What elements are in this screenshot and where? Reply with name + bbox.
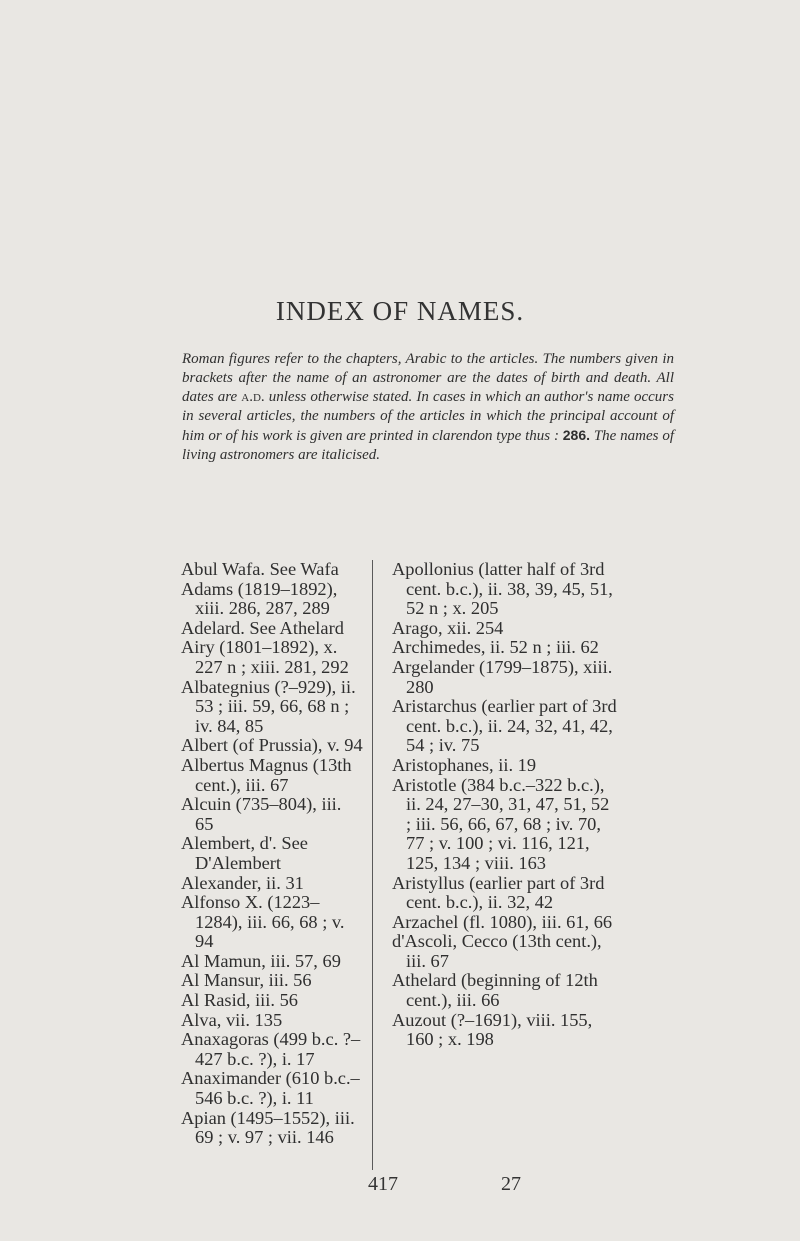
index-entry: Al Mamun, iii. 57, 69	[181, 950, 341, 971]
index-entry: Adelard. See Athelard	[181, 617, 344, 638]
page-title: INDEX OF NAMES.	[275, 296, 525, 326]
index-entry: Aristyllus (earlier part of 3rd cent. b.c.), ii. 32, 42	[392, 872, 605, 913]
preface-clarendon-example: 286.	[562, 427, 591, 443]
index-entry: Al Mansur, iii. 56	[181, 970, 312, 991]
index-column-left	[181, 560, 364, 1148]
index-entry: Albert (of Prussia), v. 94	[181, 735, 363, 756]
preface-text-2: unless otherwise stated. In cases in which an author's name occurs in several articles, the numbers of the articles in which the principal account of him or of his work is given are printed in clarendon type thus :	[182, 389, 674, 444]
index-entry: Apian (1495–1552), iii. 69 ; v. 97 ; vii. 146	[181, 1107, 355, 1148]
preface-era-abbrev: a.d.	[241, 389, 265, 405]
index-entry: Adams (1819–1892), xiii. 286, 287, 289	[181, 578, 338, 619]
index-entry: Airy (1801–1892), x. 227 n ; xiii. 281, 292	[181, 637, 349, 677]
preface-text-3: The names of living astronomers are italicised.	[182, 428, 674, 463]
index-entry: Arzachel (fl. 1080), iii. 61, 66	[392, 911, 613, 932]
index-column-right	[392, 560, 617, 1050]
index-entry: d'Ascoli, Cecco (13th cent.), iii. 67	[392, 931, 602, 971]
index-entry: Archimedes, ii. 52 n ; iii. 62	[392, 637, 599, 658]
index-entry: Aristotle (384 b.c.–322 b.c.), ii. 24, 27–30, 31, 47, 51, 52 ; iii. 56, 66, 67, 68 ; iv. 70, 77 ; v. 100 ; vi. 116, 121, 125, 134 ; viii. 163	[392, 774, 610, 873]
index-entry: Abul Wafa. See Wafa	[181, 559, 339, 579]
index-entry: Anaximander (610 b.c.–546 b.c. ?), i. 11	[181, 1068, 360, 1109]
column-divider	[372, 560, 373, 1170]
index-entry: Alexander, ii. 31	[181, 872, 304, 893]
index-entry: Auzout (?–1691), viii. 155, 160 ; x. 198	[392, 1009, 593, 1050]
page-number: 417	[368, 1173, 398, 1195]
index-entry: Apollonius (latter half of 3rd cent. b.c.), ii. 38, 39, 45, 51, 52 n ; x. 205	[392, 559, 613, 619]
index-entry: Albategnius (?–929), ii. 53 ; iii. 59, 66, 68 n ; iv. 84, 85	[181, 676, 356, 736]
index-entry: Aristophanes, ii. 19	[392, 754, 537, 775]
index-entry: Alcuin (735–804), iii. 65	[181, 794, 342, 834]
index-entry: Alva, vii. 135	[181, 1009, 283, 1030]
index-entry: Albertus Magnus (13th cent.), iii. 67	[181, 754, 352, 795]
index-preface	[182, 350, 674, 465]
index-entry: Aristarchus (earlier part of 3rd cent. b.c.), ii. 24, 32, 41, 42, 54 ; iv. 75	[392, 696, 617, 756]
index-entry: Anaxagoras (499 b.c. ?–427 b.c. ?), i. 17	[181, 1029, 361, 1069]
signature-mark: 27	[501, 1173, 521, 1195]
index-entry: Argelander (1799–1875), xiii. 280	[392, 656, 613, 697]
index-entry: Alembert, d'. See D'Alembert	[181, 833, 308, 873]
index-entry: Athelard (beginning of 12th cent.), iii. 66	[392, 970, 598, 1011]
index-entry: Arago, xii. 254	[392, 617, 504, 638]
preface-text-1: Roman figures refer to the chapters, Arabic to the articles. The numbers given in brackets after the name of an astronomer are the dates of birth and death. All dates are	[182, 351, 674, 405]
index-entry: Al Rasid, iii. 56	[181, 990, 298, 1011]
index-entry: Alfonso X. (1223–1284), iii. 66, 68 ; v. 94	[181, 892, 345, 952]
